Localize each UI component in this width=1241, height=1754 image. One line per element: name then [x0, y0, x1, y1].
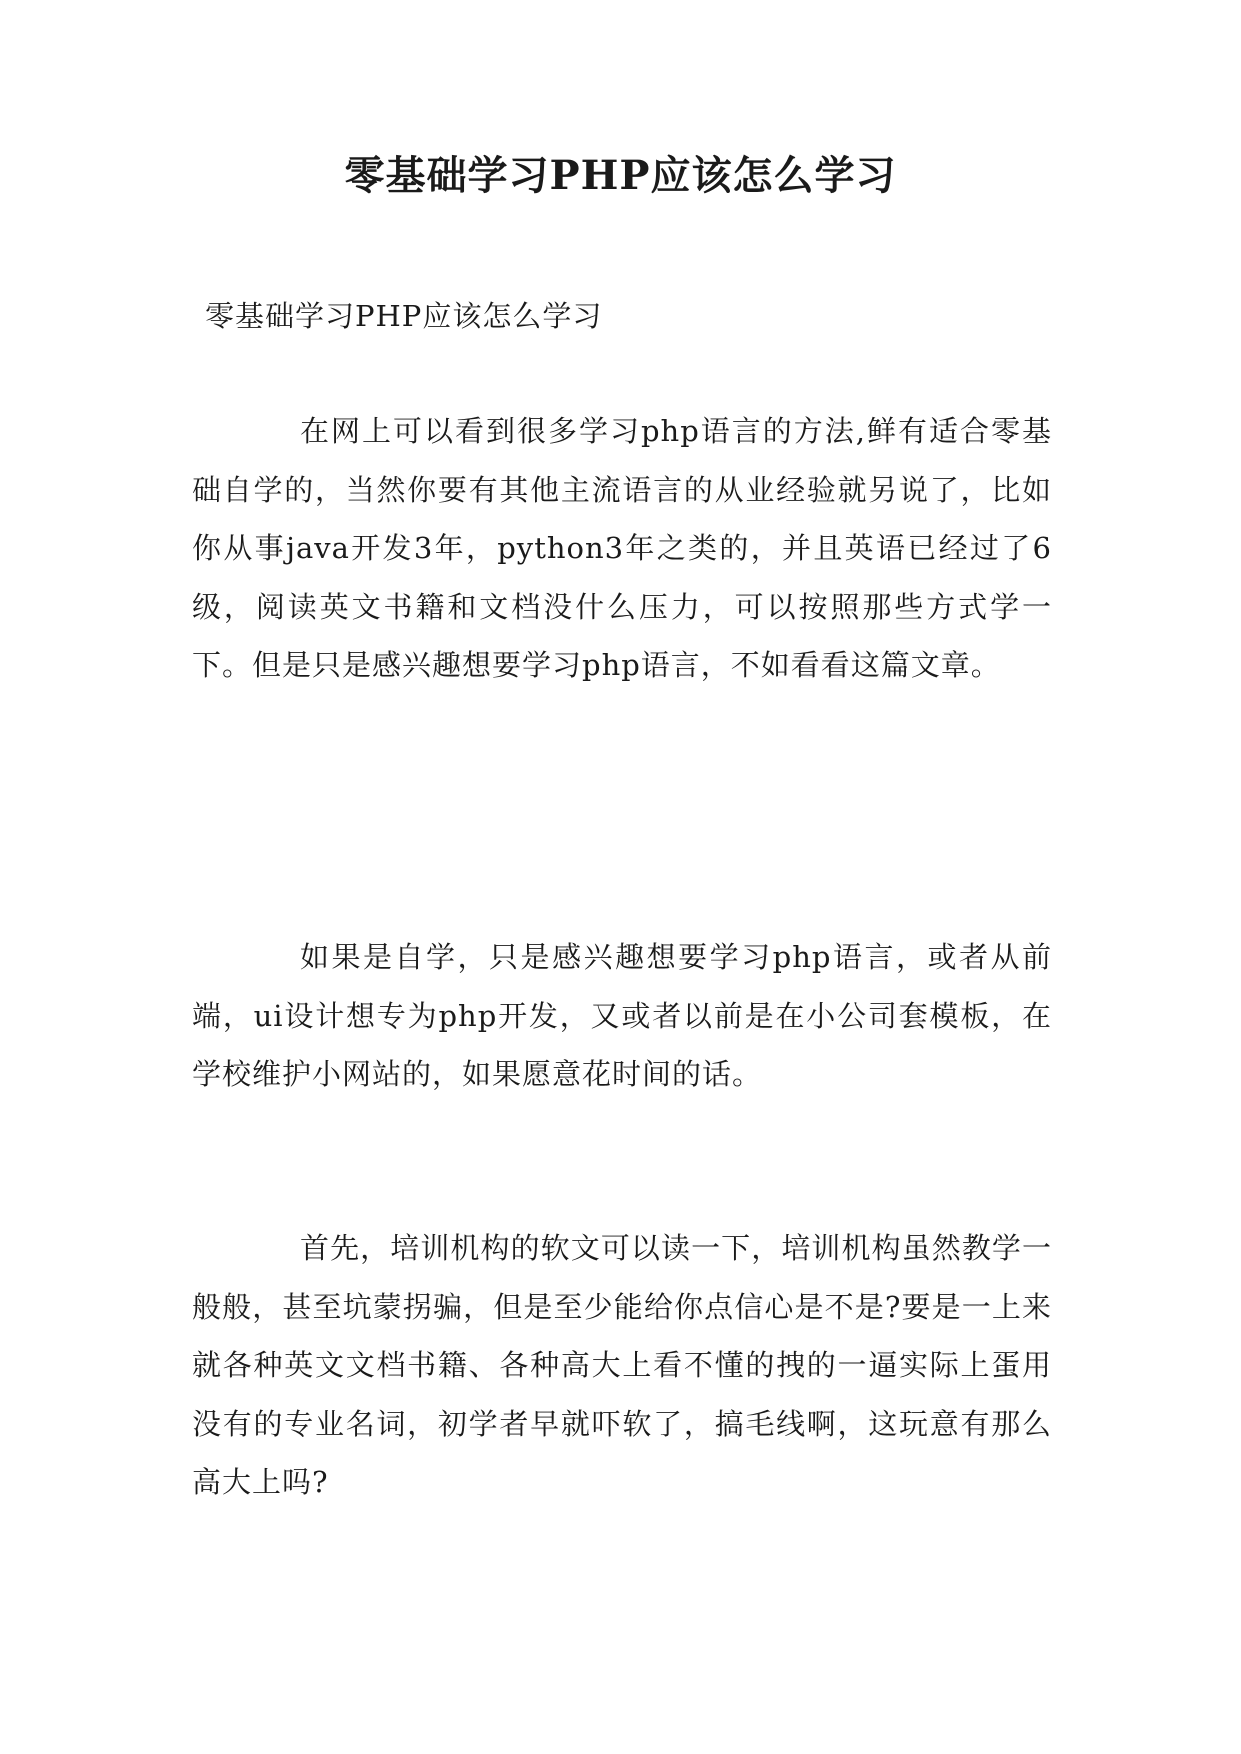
paragraph-2: 如果是自学，只是感兴趣想要学习php语言，或者从前端，ui设计想专为php开发，又或者以前是在小公司套模板，在学校维护小网站的，如果愿意花时间的话。: [192, 940, 1052, 1091]
document-subtitle: 零基础学习PHP应该怎么学习: [205, 299, 603, 333]
paragraph-1: 在网上可以看到很多学习php语言的方法,鲜有适合零基础自学的，当然你要有其他主流语言的从业经验就另说了，比如你从事java开发3年，python3年之类的，并且英语已经过了6级，阅读英文书籍和文档没什么压力，可以按照那些方式学一下。但是只是感兴趣想要学习php语言，不如看看这篇文章。: [192, 414, 1052, 682]
document-title: 零基础学习PHP应该怎么学习: [344, 152, 897, 199]
paragraph-3: 首先，培训机构的软文可以读一下，培训机构虽然教学一般般，甚至坑蒙拐骗，但是至少能给你点信心是不是?要是一上来就各种英文文档书籍、各种高大上看不懂的拽的一逼实际上蛋用没有的专业名词，初学者早就吓软了，搞毛线啊，这玩意有那么高大上吗?: [192, 1231, 1052, 1499]
